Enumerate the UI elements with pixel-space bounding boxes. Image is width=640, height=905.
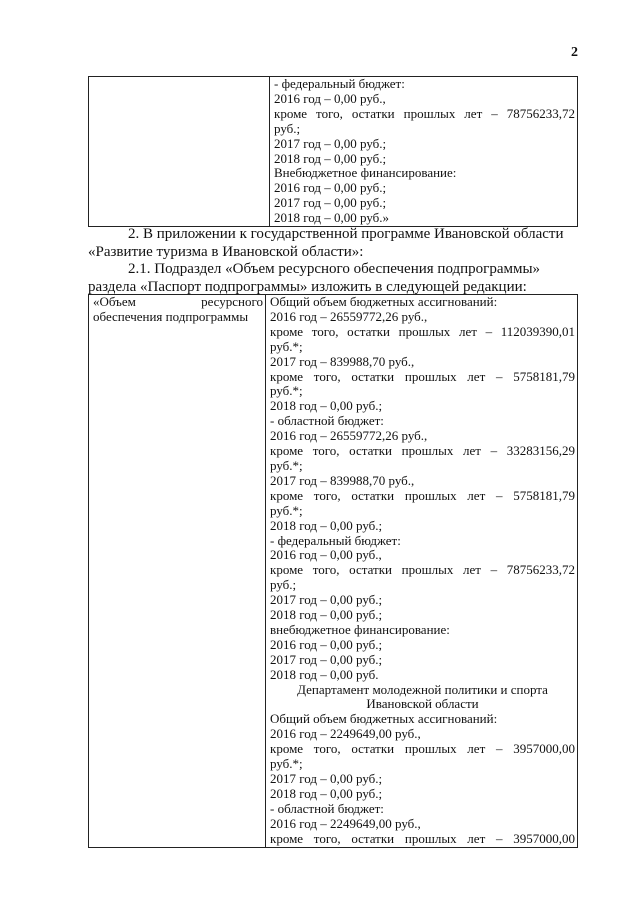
text-line: кроме того, остатки прошлых лет – 5758181,79 — [270, 487, 575, 503]
text-line: руб.*; — [270, 502, 303, 518]
text-line: 2018 год – 0,00 руб.; — [270, 398, 383, 414]
table-row — [89, 77, 578, 227]
text-line: руб.*; — [270, 457, 303, 473]
text-line: внебюджетное финансирование: — [270, 621, 450, 637]
text-line: 2017 год – 0,00 руб.; — [270, 771, 383, 786]
text-line: руб.*; — [270, 383, 303, 399]
text-line: 2016 год – 0,00 руб.; — [270, 636, 383, 652]
text-line: 2017 год – 839988,70 руб., — [270, 353, 415, 369]
text-line: Общий объем бюджетных ассигнований: — [270, 294, 498, 309]
text-line: Внебюджетное финансирование: — [274, 165, 457, 181]
text-line: 2018 год – 0,00 руб. — [270, 666, 379, 682]
text-line: кроме того, остатки прошлых лет – 5758181,79 — [270, 368, 575, 384]
text-line: 2016 год – 0,00 руб.; — [274, 180, 387, 196]
text-line: 2017 год – 0,00 руб.; — [270, 592, 383, 608]
text-line: 2017 год – 0,00 руб.; — [274, 135, 387, 151]
table-cell-right — [270, 77, 578, 227]
cell-lines — [93, 295, 263, 325]
text-line: 2018 год – 0,00 руб.; — [270, 517, 383, 533]
text-line: 2018 год – 0,00 руб.; — [270, 607, 383, 623]
resource-table — [88, 294, 578, 848]
text-line: обеспечения подпрограммы — [93, 308, 249, 324]
text-line: 2018 год – 0,00 руб.» — [274, 210, 390, 226]
text-line: руб.; — [274, 120, 301, 136]
text-line: - областной бюджет: — [270, 413, 384, 429]
table-cell-right — [266, 295, 578, 848]
paragraph-item-2: 2. В приложении к государственной программе Ивановской области «Развитие туризма в Ивановской области»: — [88, 226, 564, 260]
text-line: 2017 год – 0,00 руб.; — [270, 651, 383, 667]
cell-lines — [274, 77, 575, 226]
text-line: кроме того, остатки прошлых лет – 78756233,72 — [270, 562, 575, 578]
text-line: кроме того, остатки прошлых лет – 3957000,00 — [270, 741, 575, 757]
text-line: - федеральный бюджет: — [270, 532, 401, 548]
table-cell-left — [89, 295, 266, 848]
text-line: Общий объем бюджетных ассигнований: — [270, 711, 498, 727]
cell-lines — [270, 295, 575, 847]
text-line: руб.; — [270, 577, 297, 593]
table-row — [89, 295, 578, 848]
budget-table-continued — [88, 76, 578, 227]
text-line: кроме того, остатки прошлых лет – 3957000,00 — [270, 830, 575, 846]
text-line: 2016 год – 0,00 руб., — [270, 547, 382, 563]
text-line: - федеральный бюджет: — [274, 76, 405, 91]
text-line: Департамент молодежной политики и спорта — [297, 681, 548, 697]
text-line: 2016 год – 0,00 руб., — [274, 90, 386, 106]
text-line: 2016 год – 26559772,26 руб., — [270, 428, 428, 444]
text-line: 2018 год – 0,00 руб.; — [270, 785, 383, 801]
text-line: 2017 год – 0,00 руб.; — [274, 195, 387, 211]
text-line: 2016 год – 2249649,00 руб., — [270, 815, 421, 831]
text-line: 2018 год – 0,00 руб.; — [274, 150, 387, 166]
text-line: кроме того, остатки прошлых лет – 78756233,72 — [274, 105, 575, 121]
text-line: Ивановской области — [366, 696, 479, 712]
text-line: руб.*; — [270, 756, 303, 772]
text-line: 2017 год – 839988,70 руб., — [270, 472, 415, 488]
text-line: руб.*; — [270, 338, 303, 354]
text-line: - областной бюджет: — [270, 800, 384, 816]
text-line: «Объем ресурсного — [93, 294, 263, 309]
table-cell-left — [89, 77, 270, 227]
text-line: кроме того, остатки прошлых лет – 33283156,29 — [270, 443, 575, 459]
text-line: 2016 год – 26559772,26 руб., — [270, 308, 428, 324]
page-number: 2 — [571, 45, 578, 60]
text-line: 2016 год – 2249649,00 руб., — [270, 726, 421, 742]
paragraph-item-2-1: 2.1. Подраздел «Объем ресурсного обеспечения подпрограммы» раздела «Паспорт подпрограммы» изложить в следующей редакции: — [88, 261, 541, 295]
text-line: кроме того, остатки прошлых лет – 112039390,01 — [270, 323, 575, 339]
